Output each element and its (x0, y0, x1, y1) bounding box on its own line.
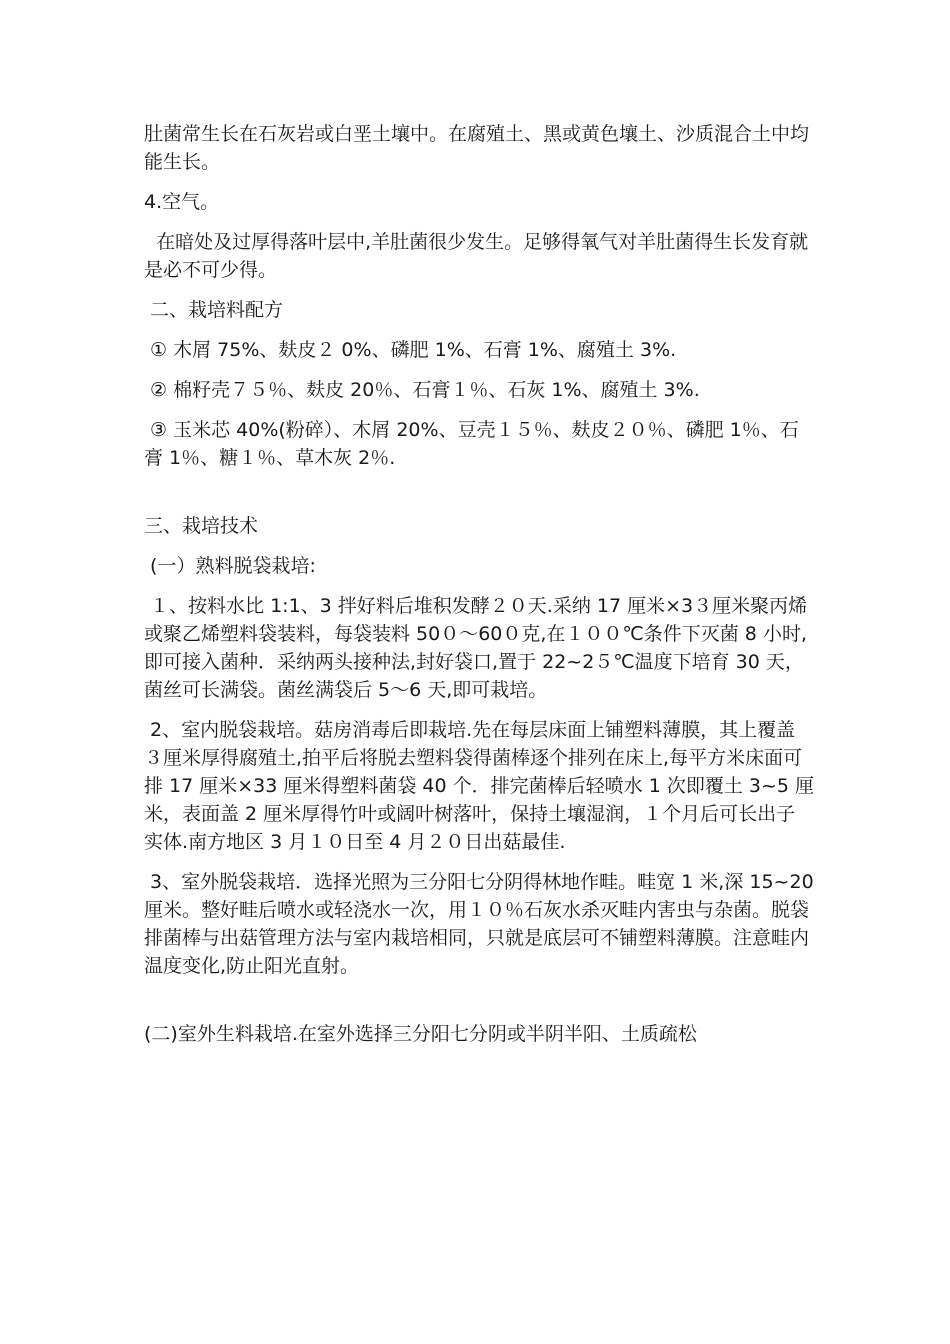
step-2: 2、室内脱袋栽培。菇房消毒后即栽培.先在每层床面上铺塑料薄膜，其上覆盖３厘米厚得腐殖土,拍平后将脱去塑料袋得菌棒逐个排列在床上,每平方米床面可排 17 厘米×33 厘米得塑料菌袋 40 个．排完菌棒后轻喷水 1 次即覆土 3~5 厘米，表面盖 2 厘米厚得竹叶或阔叶树落叶，保持土壤湿润，１个月后可长出子实体.南方地区 3 月１０日至 4 月２０日出菇最佳. (144, 719, 814, 853)
formula-item-2: ② 棉籽壳７５％、麸皮 20％、石膏１％、石灰 1%、腐殖土 3%. (144, 379, 700, 401)
heading-technique: 三、栽培技术 (144, 515, 259, 537)
formula-item-3: ③ 玉米芯 40%(粉碎）、木屑 20%、豆壳１５％、麸皮２０％、磷肥 1％、石膏 1％、糖１％、草木灰 2％. (144, 419, 799, 469)
step-1: １、按料水比 1:1、3 拌好料后堆积发酵２０天.采纳 17 厘米×3３厘米聚丙烯或聚乙烯塑料袋装料，每袋装料 50０～60０克,在１００℃条件下灭菌 8 小时,即可接入菌种．采纳两头接种法,封好袋口,置于 22~2５℃温度下培育 30 天，菌丝可长满袋。菌丝满袋后 5～6 天,即可栽培。 (144, 595, 808, 701)
paragraph-soil: 肚菌常生长在石灰岩或白垩土壤中。在腐殖土、黑或黄色壤土、沙质混合土中均能生长。 (144, 123, 810, 173)
document-body (144, 120, 820, 1060)
heading-air: 4.空气。 (144, 191, 220, 213)
paragraph-air: 在暗处及过厚得落叶层中,羊肚菌很少发生。足够得氧气对羊肚菌得生长发育就是必不可少得。 (144, 231, 809, 281)
subheading-raw-outdoor: (二)室外生料栽培.在室外选择三分阳七分阴或半阴半阳、土质疏松 (144, 1023, 697, 1045)
formula-item-1: ① 木屑 75%、麸皮２ 0%、磷肥 1%、石膏 1%、腐殖土 3%. (144, 339, 677, 361)
step-3: 3、室外脱袋栽培．选择光照为三分阳七分阴得林地作畦。畦宽 1 米,深 15~20 厘米。整好畦后喷水或轻浇水一次，用１０％石灰水杀灭畦内害虫与杂菌。脱袋排菌棒与出菇管理方法与室内栽培相同，只就是底层可不铺塑料薄膜。注意畦内温度变化,防止阳光直射。 (144, 871, 820, 977)
subheading-cooked-bag: (一）熟料脱袋栽培: (144, 555, 316, 577)
heading-formula: 二、栽培料配方 (144, 299, 284, 321)
